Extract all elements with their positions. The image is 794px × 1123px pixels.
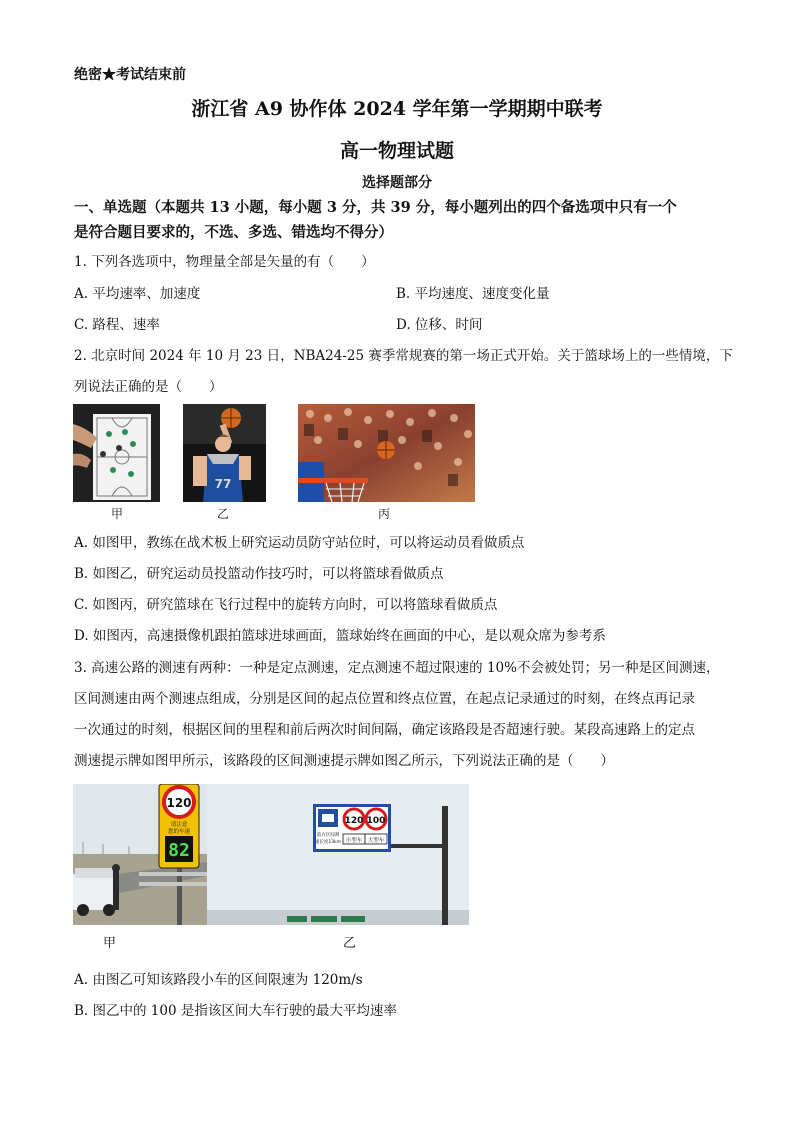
interval-sign-text2: 速长度13km: [314, 840, 342, 845]
figure-caption-bing: 丙: [378, 507, 391, 521]
sign-speed-display: 82: [168, 840, 190, 861]
section-heading-line2: 是符合题目要求的，不选、多选、错选均不得分）: [74, 224, 393, 241]
interval-sign-small-car: 小型车: [345, 838, 363, 844]
section-heading-line1: 一、单选题（本题共 13 小题，每小题 3 分，共 39 分，每小题列出的四个备选项中只有一个: [74, 199, 677, 216]
question-3-option-a: A. 由图乙可知该路段小车的区间限速为 120m/s: [74, 972, 363, 988]
question-2-option-d: D. 如图丙，高速摄像机跟拍篮球进球画面，篮球始终在画面的中心，是以观众席为参考系: [74, 628, 606, 644]
exam-title: 浙江省 A9 协作体 2024 学年第一学期期中联考: [191, 98, 603, 120]
figure-interval-speed-sign: [207, 784, 469, 925]
interval-sign-120: 120: [344, 816, 364, 826]
question-1-option-c: C. 路程、速率: [74, 317, 160, 333]
figure-caption-jia: 甲: [111, 507, 124, 521]
sign-notice-text: 请注意: [170, 822, 188, 828]
interval-sign-text1: 前方区间测: [316, 833, 340, 838]
jersey-number: 77: [214, 477, 232, 491]
question-2-option-a: A. 如图甲，教练在战术板上研究运动员防守站位时，可以将运动员看做质点: [74, 535, 525, 551]
question-3-stem-line1: 3. 高速公路的测速有两种：一种是定点测速，定点测速不超过限速的 10%不会被处罚；另一种是区间测速，: [74, 660, 720, 676]
sign-your-speed-text: 您的车速: [167, 829, 191, 835]
question-3-option-b: B. 图乙中的 100 是指该区间大车行驶的最大平均速率: [74, 1003, 397, 1019]
figure-tactics-board: [73, 404, 160, 502]
sign-speed-limit-text: 120: [166, 796, 192, 810]
confidential-label: 绝密★考试结束前: [74, 67, 186, 83]
figure-caption-yi: 乙: [217, 507, 230, 521]
question-1-option-d: D. 位移、时间: [396, 317, 483, 333]
part-heading: 选择题部分: [362, 175, 432, 191]
figure-caption-yi-q3: 乙: [343, 936, 357, 951]
question-2-option-b: B. 如图乙，研究运动员投篮动作技巧时，可以将篮球看做质点: [74, 566, 444, 582]
interval-sign-big-car: 大型车: [367, 838, 385, 844]
question-1-option-b: B. 平均速度、速度变化量: [396, 286, 550, 302]
figure-ball-at-hoop: [298, 404, 475, 502]
exam-subtitle: 高一物理试题: [339, 140, 454, 162]
question-2-stem-line1: 2. 北京时间 2024 年 10 月 23 日，NBA24-25 赛季常规赛的第一场正式开始。关于篮球场上的一些情境，下: [74, 348, 733, 364]
figure-player-shooting: [183, 404, 266, 502]
figure-fixed-speed-sign: [73, 784, 207, 925]
figure-caption-jia-q3: 甲: [103, 936, 117, 951]
question-2-option-c: C. 如图丙，研究篮球在飞行过程中的旋转方向时，可以将篮球看做质点: [74, 597, 498, 613]
question-3-stem-line4: 测速提示牌如图甲所示，该路段的区间测速提示牌如图乙所示，下列说法正确的是（ ）: [74, 753, 614, 769]
question-1-option-a: A. 平均速率、加速度: [74, 286, 201, 302]
question-3-stem-line2: 区间测速由两个测速点组成，分别是区间的起点位置和终点位置，在起点记录通过的时刻，在终点再记录: [74, 691, 695, 707]
question-2-stem-line2: 列说法正确的是（ ）: [74, 379, 223, 395]
question-1-stem: 1. 下列各选项中，物理量全部是矢量的有（ ）: [74, 254, 375, 270]
question-3-stem-line3: 一次通过的时刻，根据区间的里程和前后两次时间间隔，确定该路段是否超速行驶。某段高速路上的定点: [74, 722, 695, 738]
interval-sign-100: 100: [366, 816, 386, 826]
